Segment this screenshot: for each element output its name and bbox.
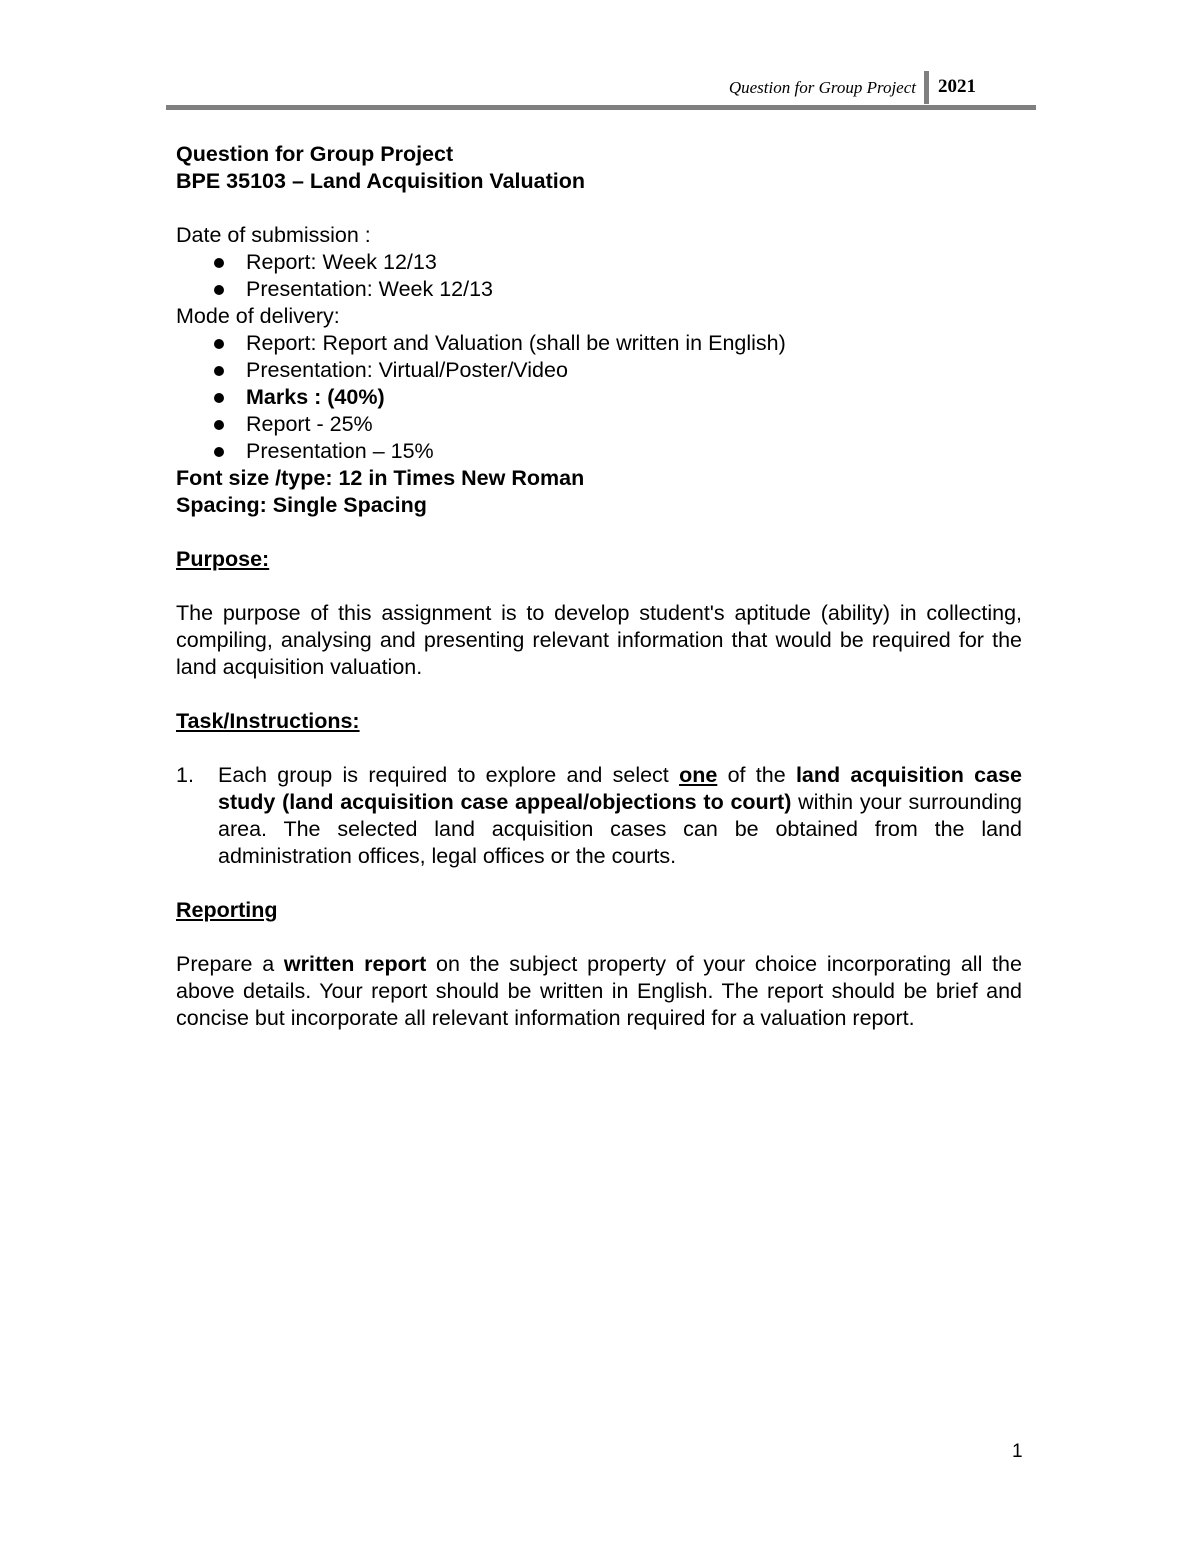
submission-label: Date of submission : [176, 223, 371, 247]
spacing-requirement: Spacing: Single Spacing [176, 493, 427, 517]
header-divider [924, 71, 929, 104]
bullet-icon [214, 339, 224, 349]
bullet-icon [214, 420, 224, 430]
spacer [176, 924, 1022, 951]
spacer [176, 870, 1022, 897]
spacer [176, 681, 1022, 708]
spacer [176, 195, 1022, 222]
submission-list [176, 249, 1022, 303]
task-item: 1. Each group is required to explore and select one of the land acquisition case study (land acquisition case appeal/objections to court) within your surrounding area. The selected land acquisition cases can be obtained from the land administration offices, legal offices or the courts. [176, 763, 1022, 868]
list-item: Report: Report and Valuation (shall be written in English) [176, 330, 1022, 357]
page-number: 1 [1012, 1441, 1023, 1462]
emphasis-written-report: written report [283, 952, 427, 976]
task-heading: Task/Instructions: [176, 709, 360, 733]
header-title: Question for Group Project [728, 78, 916, 97]
spacer [176, 735, 1022, 762]
header-rule [166, 105, 1036, 110]
spacer [176, 519, 1022, 546]
bullet-icon [214, 393, 224, 403]
list-item: Presentation: Week 12/13 [176, 276, 1022, 303]
list-item: Presentation: Virtual/Poster/Video [176, 357, 1022, 384]
emphasis-case-study: land acquisition case study (land acquisition case appeal/objections to court) [218, 763, 1022, 814]
header-year: 2021 [938, 76, 976, 97]
reporting-paragraph: Prepare a written report on the subject property of your choice incorporating all the above details. Your report should be written in English. The report should be brief and concise but incorporate all relevant information required for a valuation report. [176, 952, 1022, 1030]
bullet-icon [214, 366, 224, 376]
list-item: Report - 25% [176, 411, 1022, 438]
course-title: BPE 35103 – Land Acquisition Valuation [176, 169, 586, 193]
document-body [176, 141, 1022, 1032]
bullet-icon [214, 285, 224, 295]
page-header [166, 70, 1036, 110]
bullet-icon [214, 258, 224, 268]
document-title: Question for Group Project [176, 142, 454, 166]
list-item: Report: Week 12/13 [176, 249, 1022, 276]
bullet-icon [214, 447, 224, 457]
delivery-label: Mode of delivery: [176, 304, 340, 328]
purpose-paragraph: The purpose of this assignment is to develop student's aptitude (ability) in collecting, compiling, analysing and presenting relevant information that would be required for the land acquisition valuation. [176, 601, 1022, 679]
emphasis-one: one [679, 763, 718, 787]
font-requirement: Font size /type: 12 in Times New Roman [176, 466, 585, 490]
task-number: 1. [176, 763, 194, 787]
list-item: Marks : (40%) [176, 384, 1022, 411]
reporting-heading: Reporting [176, 898, 278, 922]
list-item: Presentation – 15% [176, 438, 1022, 465]
purpose-heading: Purpose: [176, 547, 270, 571]
delivery-list [176, 330, 1022, 465]
spacer [176, 573, 1022, 600]
